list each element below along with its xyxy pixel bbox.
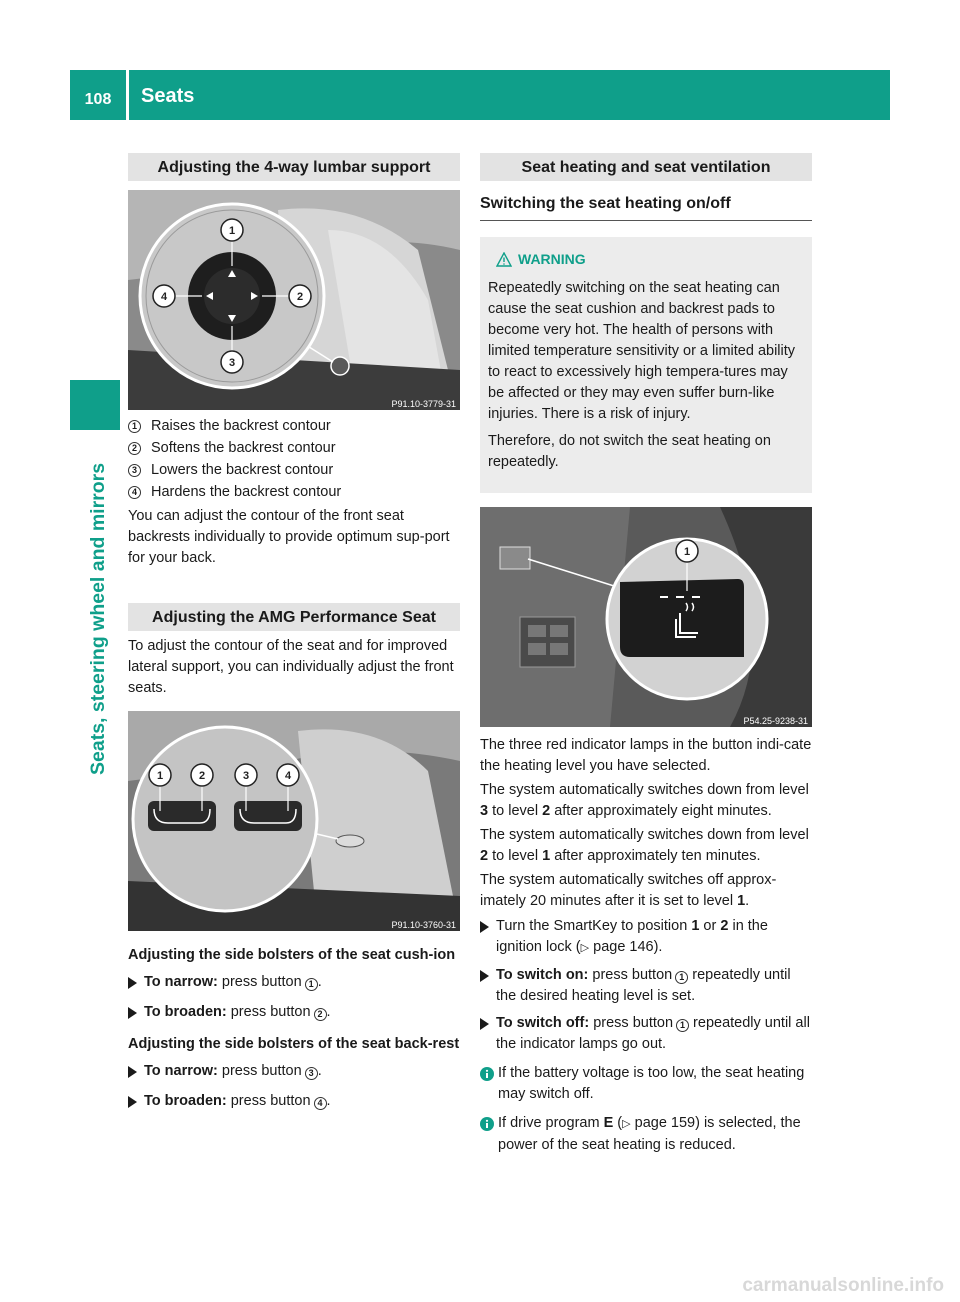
lumbar-support-figure <box>128 190 460 410</box>
svg-text:1: 1 <box>228 225 236 237</box>
seat-heating-button-figure <box>480 507 812 727</box>
amg-seat-illustration <box>128 711 460 931</box>
callout-number: 4 <box>314 1097 327 1110</box>
info-note: If drive program E (▷ page 159) is selected, the power of the seat heating is reduced. <box>480 1113 812 1156</box>
amg-seat-figure <box>128 711 460 931</box>
section-title-seat-heating: Seat heating and seat ventilation <box>480 153 812 181</box>
amg-description: To adjust the contour of the seat and for improved lateral support, you can individually adjust the front seats. <box>128 638 454 696</box>
lumbar-illustration <box>128 190 460 410</box>
step-arrow-icon <box>128 1061 142 1085</box>
callout-number: 1 <box>305 978 318 991</box>
step-arrow-icon <box>128 972 142 996</box>
svg-text:3: 3 <box>228 357 236 369</box>
seat-heating-illustration <box>480 507 812 727</box>
warning-text: Therefore, do not switch the seat heating on repeatedly. <box>488 433 771 470</box>
step-item: To narrow: press button 1 . <box>128 972 460 996</box>
legend-text: Lowers the backrest contour <box>151 461 334 478</box>
figure-code: P91.10-3779-31 <box>391 399 456 409</box>
step-arrow-icon <box>480 916 494 959</box>
svg-text:2: 2 <box>198 770 206 782</box>
step-arrow-icon <box>128 1091 142 1115</box>
page-reference-icon: ▷ <box>580 942 590 954</box>
warning-heading <box>496 249 804 270</box>
legend-item <box>128 415 460 437</box>
warning-label: WARNING <box>518 251 586 267</box>
figure-code: P54.25-9238-31 <box>743 716 808 726</box>
legend-item <box>128 459 460 481</box>
callout-number: 1 <box>675 971 688 984</box>
page-number: 108 <box>84 91 112 108</box>
indicator-description: The three red indicator lamps in the button indi-cate the heating level you have selected. <box>480 737 812 774</box>
section-title-amg: Adjusting the AMG Performance Seat <box>128 603 460 631</box>
step-item: To broaden: press button 2 . <box>128 1002 460 1026</box>
side-tab-marker <box>70 380 120 430</box>
page-reference-icon: ▷ <box>622 1118 631 1130</box>
warning-box <box>480 237 812 493</box>
legend-text: Hardens the backrest contour <box>151 483 342 500</box>
footer-watermark: carmanualsonline.info <box>742 1275 944 1296</box>
svg-text:3: 3 <box>242 770 250 782</box>
step-arrow-icon <box>128 1002 142 1026</box>
page-title: Seats <box>141 85 195 107</box>
legend-item <box>128 481 460 503</box>
section-title-lumbar: Adjusting the 4-way lumbar support <box>128 153 460 181</box>
info-icon <box>480 1117 494 1131</box>
switch-down-description: The system automatically switches down from level 2 to level 1 after approximately ten minutes. <box>480 827 809 864</box>
right-column <box>480 153 812 1156</box>
callout-number: 2 <box>314 1008 327 1021</box>
legend-text: Raises the backrest contour <box>151 417 331 434</box>
info-note: If the battery voltage is too low, the seat heating may switch off. <box>480 1063 812 1105</box>
svg-text:1: 1 <box>156 770 164 782</box>
header-divider <box>126 70 129 120</box>
svg-text:4: 4 <box>160 291 168 303</box>
backrest-bolster-heading: Adjusting the side bolsters of the seat back-rest <box>128 1036 460 1052</box>
step-item: To switch off: press button 1 repeatedly until all the indicator lamps go out. <box>480 1013 812 1055</box>
step-item: To switch on: press button 1 repeatedly until the desired heating level is set. <box>480 965 812 1007</box>
callout-number: 4 <box>128 486 141 499</box>
step-item: To narrow: press button 3 . <box>128 1061 460 1085</box>
legend-text: Softens the backrest contour <box>151 439 336 456</box>
callout-number: 2 <box>128 442 141 455</box>
step-item: Turn the SmartKey to position 1 or 2 in the ignition lock (▷ page 146). <box>480 916 812 959</box>
legend-item <box>128 437 460 459</box>
svg-text:2: 2 <box>296 291 304 303</box>
warning-text: Repeatedly switching on the seat heating can cause the seat cushion and backrest pads to become very hot. The health of persons with limited temperature sensitivity or a limited ability to react to excessively high tempera-tures may be affected or they may even suffer burn-like injuries. There is a risk of injury. <box>488 280 796 422</box>
info-icon <box>480 1067 494 1081</box>
step-arrow-icon <box>480 1013 494 1055</box>
warning-triangle-icon <box>496 252 512 267</box>
left-column <box>128 153 460 1115</box>
callout-number: 1 <box>676 1019 689 1032</box>
callout-number: 3 <box>128 464 141 477</box>
switch-off-description: The system automatically switches off approx-imately 20 minutes after it is set to level 1. <box>480 872 777 909</box>
callout-number: 3 <box>305 1067 318 1080</box>
switch-down-description: The system automatically switches down from level 3 to level 2 after approximately eight minutes. <box>480 782 809 819</box>
lumbar-description: You can adjust the contour of the front seat backrests individually to provide optimum sup-port for your back. <box>128 508 450 566</box>
subsection-title: Switching the seat heating on/off <box>480 181 812 221</box>
page-reference-link[interactable]: page 159) is selected, the power of the seat heating is reduced. <box>498 1115 801 1153</box>
figure-code: P91.10-3760-31 <box>391 920 456 930</box>
callout-number: 1 <box>128 420 141 433</box>
side-tab-label: Seats, steering wheel and mirrors <box>87 462 109 775</box>
svg-text:4: 4 <box>284 770 292 782</box>
page-reference-link[interactable]: page 146). <box>593 939 663 955</box>
cushion-bolster-heading: Adjusting the side bolsters of the seat cush-ion <box>128 947 456 963</box>
svg-text:1: 1 <box>683 546 691 558</box>
step-item: To broaden: press button 4 . <box>128 1091 460 1115</box>
step-arrow-icon <box>480 965 494 1007</box>
